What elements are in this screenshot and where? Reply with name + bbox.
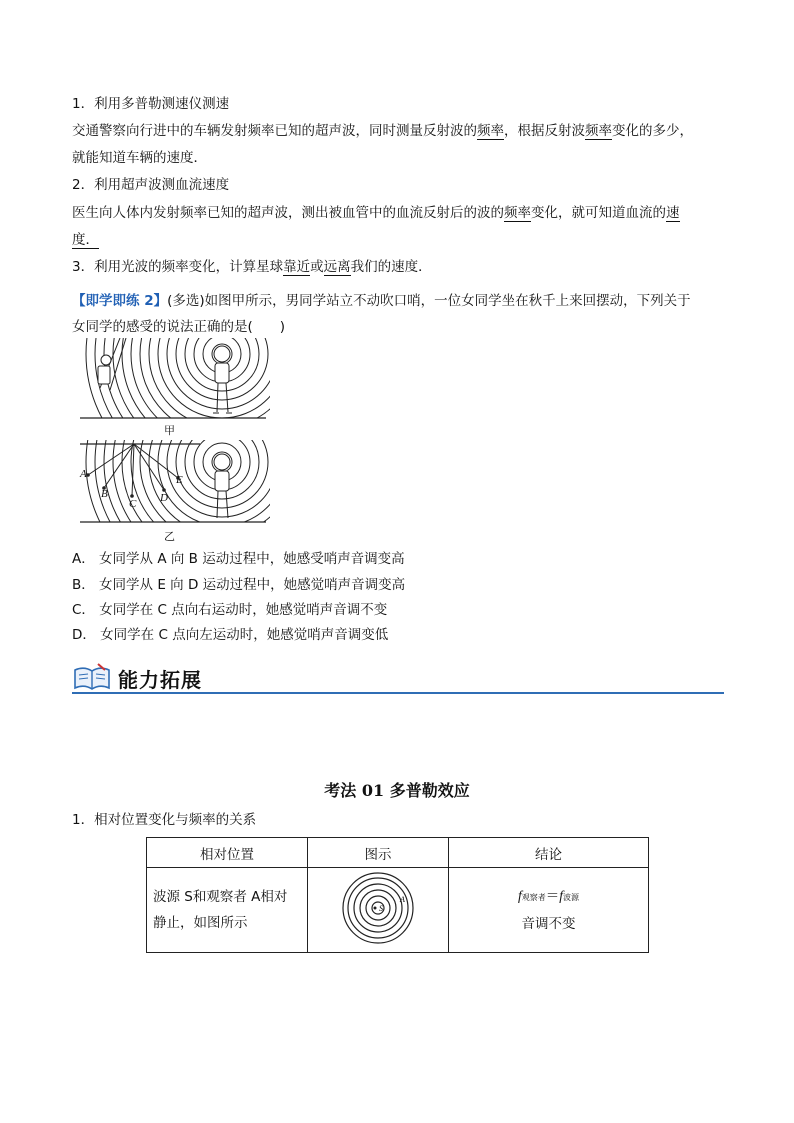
p1-heading: 1．利用多普勒测速仪测速 (72, 96, 230, 112)
point-label-c: C (129, 498, 137, 510)
section-header (72, 660, 724, 694)
book-icon (72, 662, 112, 692)
p2-line1: 医生向人体内发射频率已知的超声波，测出被血管中的血流反射后的波的频率变化，就可知道血流的速 (72, 205, 680, 221)
method-title: 考法 01 多普勒效应 (324, 781, 470, 800)
option-d: D． 女同学在 C 点向左运动时，她感觉哨声音调变低 (72, 627, 389, 643)
option-c: C． 女同学在 C 点向右运动时，她感觉哨声音调不变 (72, 602, 388, 618)
cell-position: 波源 S和观察者 A相对 静止，如图所示 (147, 868, 308, 953)
conclusion-text: 音调不变 (521, 916, 576, 932)
point-label-e: E (176, 474, 183, 486)
p3-line: 3．利用光波的频率变化，计算星球靠近或远离我们的速度． (72, 259, 432, 275)
p2-heading: 2．利用超声波测血流速度 (72, 177, 230, 193)
point-label-d: D (160, 492, 168, 504)
point-label-a: A (80, 468, 87, 480)
point-label-b: B (101, 488, 108, 500)
concentric-waves-diagram (342, 872, 414, 944)
caption-yi: 乙 (164, 531, 175, 543)
frequency-equation: f观察者＝f波源 (517, 888, 580, 903)
p2-line2: 度． (72, 232, 99, 248)
section-rule (72, 692, 724, 694)
exercise-line2: 女同学的感受的说法正确的是( ) (72, 319, 286, 335)
table-header-figure: 图示 (308, 838, 449, 868)
option-a: A． 女同学从 A 向 B 运动过程中，她感受哨声音调变高 (72, 551, 405, 567)
p1-line2: 就能知道车辆的速度． (72, 150, 207, 166)
observer-label: A (400, 895, 405, 904)
exercise-line1: 【即学即练 2】(多选)如图甲所示，男同学站立不动吹口哨，一位女同学坐在秋千上来回摆动，下列关于 (72, 293, 691, 309)
option-b: B． 女同学从 E 向 D 运动过程中，她感觉哨声音调变高 (72, 577, 406, 593)
table-header-position: 相对位置 (147, 838, 308, 868)
source-label: S (379, 904, 383, 913)
cell-conclusion (449, 868, 649, 953)
cell-figure (308, 868, 449, 953)
section-title: 能力拓展 (118, 668, 202, 692)
exercise-tag: 【即学即练 2】 (72, 293, 168, 309)
figure-jia (80, 338, 270, 420)
relation-table (146, 837, 649, 953)
relation-heading: 1．相对位置变化与频率的关系 (72, 812, 257, 828)
table-row (147, 868, 649, 953)
p1-line1: 交通警察向行进中的车辆发射频率已知的超声波，同时测量反射波的频率，根据反射波频率变化的多少， (72, 123, 693, 139)
caption-jia: 甲 (164, 425, 175, 437)
table-header-conclusion: 结论 (449, 838, 649, 868)
figure-yi (80, 440, 270, 526)
